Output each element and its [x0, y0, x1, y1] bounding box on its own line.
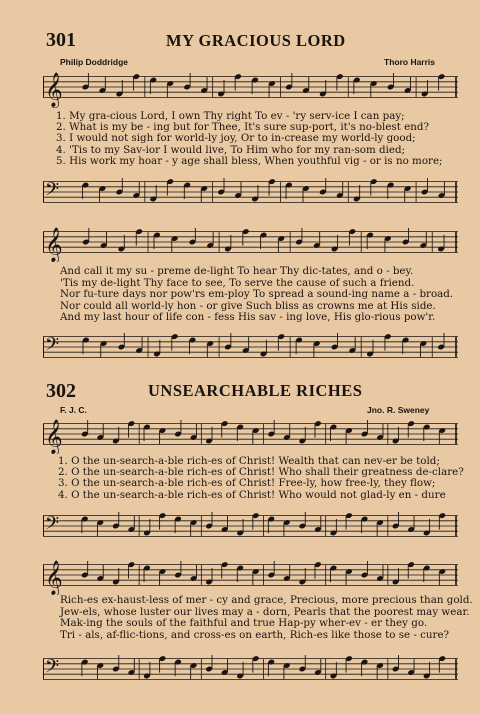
- verse-line: 1. My gra-cious Lord, I own Thy right To ev - 'ry serv-ice I can pay;: [56, 110, 405, 122]
- music-staff-bass: [43, 170, 458, 214]
- refrain-line: Nor could all world-ly hon - or give Such bliss as crowns me at His side.: [60, 299, 436, 312]
- verse-line: 5. His work my hoar - y age shall bless, When youthful vig - or is no more;: [56, 154, 443, 167]
- verse-line: 2. What is my be - ing but for Thee, It's sure sup-port, it's no-blest end?: [56, 121, 429, 134]
- bass-clef-icon: 𝄢: [45, 334, 60, 360]
- bass-clef-icon: 𝄢: [45, 513, 60, 539]
- treble-clef-icon: 𝄞: [45, 419, 63, 454]
- refrain-line: Mak-ing the souls of the faithful and true Hap-py wher-ev - er they go.: [60, 617, 428, 630]
- music-staff-treble: [43, 414, 458, 454]
- author-credit: F. J. C.: [60, 405, 87, 415]
- music-staff-treble: [43, 555, 458, 595]
- bass-clef-icon: 𝄢: [45, 656, 60, 682]
- hymn-title: MY GRACIOUS LORD: [166, 31, 346, 50]
- music-staff-treble: [43, 66, 458, 108]
- refrain-line: 'Tis my de-light Thy face to see, To serve the cause of such a friend.: [60, 276, 415, 289]
- refrain-line: Jew-els, whose luster our lives may a - dorn, Pearls that the poorest may wear.: [60, 605, 470, 618]
- music-staff-bass: [43, 504, 458, 548]
- composer-credit: Jno. R. Sweney: [367, 405, 430, 415]
- refrain-line: Nor fu-ture days nor pow'rs em-ploy To spread a sound-ing name a - broad.: [60, 288, 454, 301]
- hymn-number: 301: [46, 29, 76, 51]
- verse-line: 3. I would not sigh for world-ly joy, Or to in-crease my world-ly good;: [56, 132, 416, 145]
- treble-clef-icon: 𝄞: [45, 72, 63, 108]
- verse-line: 1. O the un-search-a-ble rich-es of Christ! Wealth that can nev-er be told;: [58, 455, 440, 467]
- author-credit: Philip Doddridge: [60, 57, 128, 67]
- verse-block: [56, 111, 456, 167]
- bass-clef-icon: 𝄢: [45, 179, 60, 205]
- refrain-line: Tri - als, af-flic-tions, and cross-es on earth, Rich-es like those to se - cure?: [60, 628, 450, 641]
- treble-clef-icon: 𝄞: [45, 227, 63, 262]
- verse-block: [58, 455, 464, 501]
- composer-credit: Thoro Harris: [384, 57, 436, 67]
- verse-line: 4. 'Tis to my Sav-ior I would live, To Him who for my ran-som died;: [56, 143, 406, 156]
- music-staff-bass: [43, 326, 458, 368]
- verse-line: 3. O the un-search-a-ble rich-es of Christ! Free-ly, how free-ly, they flow;: [58, 477, 436, 490]
- music-staff-bass: [43, 646, 458, 692]
- hymn-number: 302: [46, 380, 76, 402]
- refrain-block: [60, 266, 460, 324]
- hymn-title: UNSEARCHABLE RICHES: [148, 381, 363, 400]
- refrain-line: Rich-es ex-haust-less of mer - cy and grace, Precious, more precious than gold.: [60, 594, 473, 606]
- verse-line: 4. O the un-search-a-ble rich-es of Christ! Who would not glad-ly en - dure: [58, 488, 446, 501]
- refrain-block: [60, 594, 473, 641]
- music-staff-treble: [43, 222, 458, 262]
- refrain-line: And call it my su - preme de-light To hear Thy dic-tates, and o - bey.: [60, 265, 414, 277]
- treble-clef-icon: 𝄞: [45, 560, 63, 595]
- refrain-line: And my last hour of life con - fess His sav - ing love, His glo-rious pow'r.: [60, 311, 436, 324]
- verse-line: 2. O the un-search-a-ble rich-es of Christ! Who shall their greatness de-clare?: [58, 466, 464, 479]
